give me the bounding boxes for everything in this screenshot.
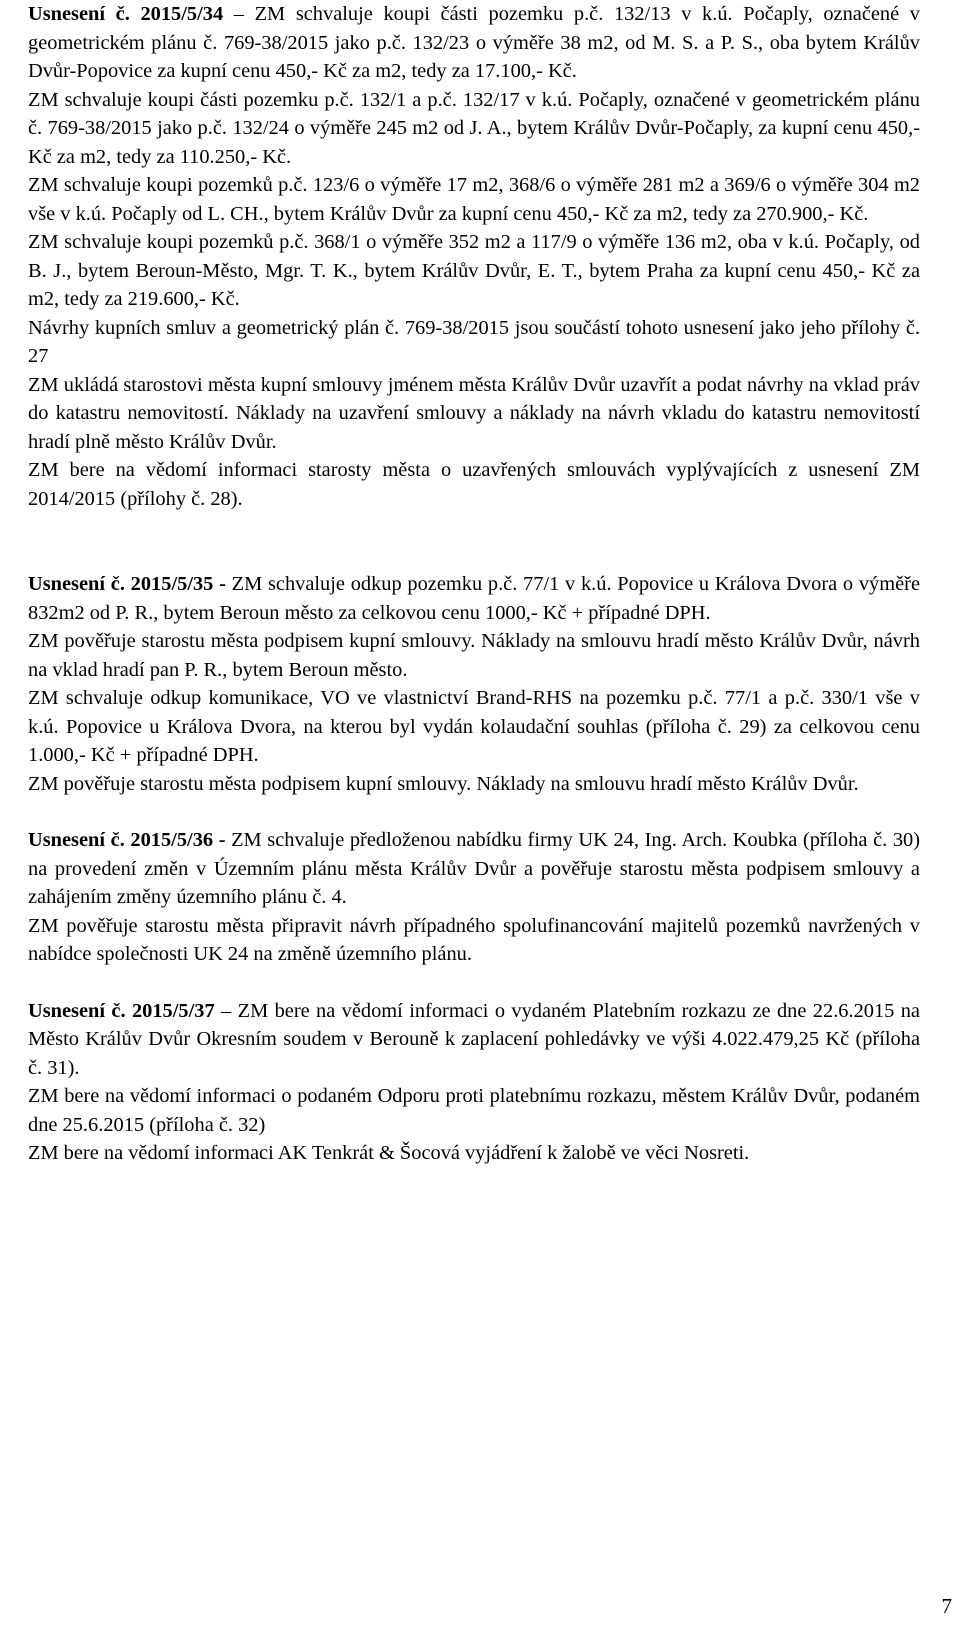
resolution-2015-5-35 bbox=[28, 570, 920, 798]
resolution-paragraph: Návrhy kupních smluv a geometrický plán č. 769-38/2015 jsou součástí tohoto usnesení jako jeho přílohy č. 27 bbox=[28, 316, 920, 367]
resolution-paragraph: ZM schvaluje odkup komunikace, VO ve vlastnictví Brand-RHS na pozemku p.č. 77/1 a p.č. 330/1 vše v k.ú. Popovice u Králova Dvora, na kterou byl vydán kolaudační souhlas (příloha č. 29) za celkovou cenu 1.000,- Kč + případné DPH. bbox=[28, 687, 920, 766]
resolution-text: – ZM bere na vědomí informaci o vydaném Platebním rozkazu ze dne 22.6.2015 na Město Králův Dvůr Okresním soudem v Berouně k zaplacení pohledávky ve výši 4.022.479,25 Kč (příloha č. 31). bbox=[28, 999, 920, 1079]
resolution-paragraph: ZM pověřuje starostu města podpisem kupní smlouvy. Náklady na smlouvu hradí město Králův Dvůr. bbox=[28, 772, 859, 795]
section-spacer bbox=[28, 513, 920, 570]
resolution-heading: Usnesení č. bbox=[28, 3, 130, 25]
resolution-2015-5-36 bbox=[28, 826, 920, 969]
resolution-paragraph bbox=[28, 0, 920, 86]
resolution-paragraph: ZM ukládá starostovi města kupní smlouvy jménem města Králův Dvůr uzavřít a podat návrhy na vklad práv do katastru nemovitostí. Náklady na uzavření smlouvy a náklady na návrh vkladu do katastru nemovitostí hradí plně město Králův Dvůr. bbox=[28, 373, 920, 453]
resolution-number: 2015/5/36 - bbox=[124, 829, 226, 851]
resolution-paragraph: ZM bere na vědomí informaci starosty města o uzavřených smlouvách vyplývajících z usnesení ZM 2014/2015 (přílohy č. 28). bbox=[28, 459, 920, 510]
resolution-number: 2015/5/35 - bbox=[124, 573, 226, 595]
section-spacer bbox=[28, 798, 920, 826]
resolution-2015-5-34 bbox=[28, 0, 920, 513]
document-page bbox=[28, 0, 920, 1168]
resolution-paragraph: ZM pověřuje starostu města podpisem kupní smlouvy. Náklady na smlouvu hradí město Králův Dvůr, návrh na vklad hradí pan P. R., bytem Beroun město. bbox=[28, 630, 920, 681]
resolution-heading: Usnesení č. bbox=[28, 999, 126, 1022]
resolution-number: 2015/5/37 bbox=[125, 999, 215, 1022]
resolution-paragraph bbox=[28, 570, 920, 627]
resolution-paragraph: ZM pověřuje starostu města připravit návrh případného spolufinancování majitelů pozemků navržených v nabídce společnosti UK 24 na změně územního plánu. bbox=[28, 914, 920, 965]
resolution-2015-5-37 bbox=[28, 997, 920, 1168]
resolution-paragraph bbox=[28, 997, 920, 1083]
resolution-heading: Usnesení č. bbox=[28, 573, 125, 595]
resolution-number: 2015/5/34 bbox=[129, 3, 224, 25]
resolution-text: ZM schvaluje odkup pozemku p.č. 77/1 v k.ú. Popovice u Králova Dvora o výměře 832m2 od P. R., bytem Beroun město za celkovou cenu 1000,- Kč + případné DPH. bbox=[28, 573, 921, 624]
resolution-paragraph: ZM schvaluje koupi pozemků p.č. 123/6 o výměře 17 m2, 368/6 o výměře 281 m2 a 369/6 o výměře 304 m2 vše v k.ú. Počaply od L. CH., bytem Králův Dvůr za kupní cenu 450,- Kč za m2, tedy za 270.900,- Kč. bbox=[28, 174, 920, 225]
resolution-text: – ZM schvaluje koupi části pozemku p.č. 132/13 v k.ú. Počaply, označené v geometrickém plánu č. 769-38/2015 jako p.č. 132/23 o výměře 38 m2, od M. S. a P. S., oba bytem Králův Dvůr-Popovice za kupní cenu 450,- Kč za m2, tedy za 17.100,- Kč. bbox=[28, 3, 920, 82]
resolution-paragraph: ZM bere na vědomí informaci o podaném Odporu proti platebnímu rozkazu, městem Králův Dvůr, podaném dne 25.6.2015 (příloha č. 32) bbox=[28, 1085, 920, 1136]
resolution-paragraph: ZM bere na vědomí informaci AK Tenkrát & Šocová vyjádření k žalobě ve věci Nosreti. bbox=[28, 1142, 750, 1164]
resolution-paragraph bbox=[28, 826, 920, 912]
resolution-paragraph: ZM schvaluje koupi části pozemku p.č. 132/1 a p.č. 132/17 v k.ú. Počaply, označené v geometrickém plánu č. 769-38/2015 jako p.č. 132/24 o výměře 245 m2 od J. A., bytem Králův Dvůr-Počaply, za kupní cenu 450,- Kč za m2, tedy za 110.250,- Kč. bbox=[28, 88, 920, 168]
resolution-heading: Usnesení č. bbox=[28, 829, 125, 851]
resolution-paragraph: ZM schvaluje koupi pozemků p.č. 368/1 o výměře 352 m2 a 117/9 o výměře 136 m2, oba v k.ú. Počaply, od B. J., bytem Beroun-Město, Mgr. T. K., bytem Králův Dvůr, E. T., bytem Praha za kupní cenu 450,- Kč za m2, tedy za 219.600,- Kč. bbox=[28, 231, 920, 310]
page-number: 7 bbox=[941, 1594, 952, 1618]
section-spacer bbox=[28, 969, 920, 997]
resolution-text: ZM schvaluje předloženou nabídku firmy UK 24, Ing. Arch. Koubka (příloha č. 30) na provedení změn v Územním plánu města Králův Dvůr a pověřuje starostu města podpisem smlouvy a zahájením změny územního plánu č. 4. bbox=[28, 829, 920, 908]
